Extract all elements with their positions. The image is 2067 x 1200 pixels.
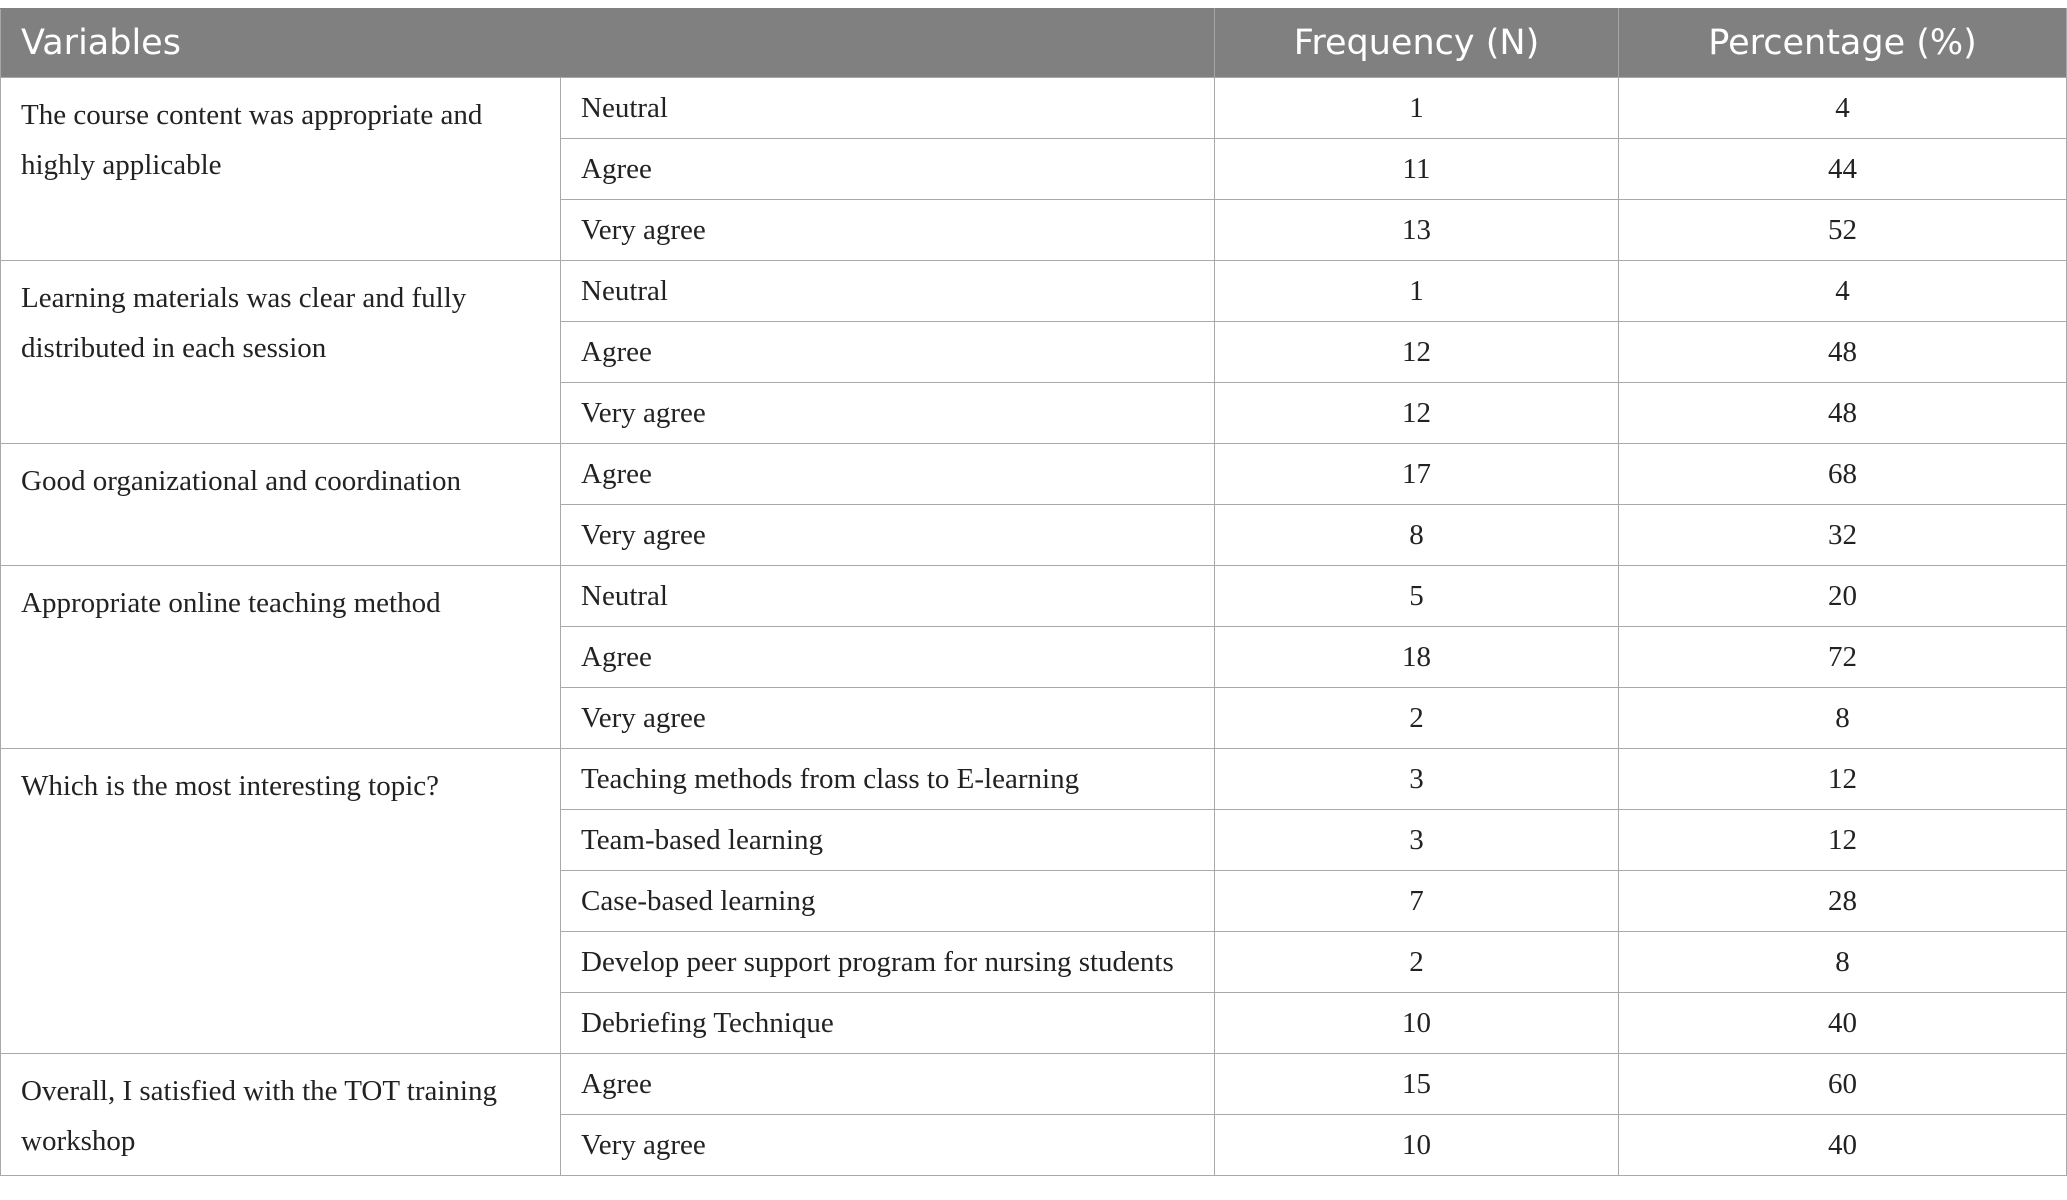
response-cell: Very agree [561, 200, 1215, 261]
response-cell: Very agree [561, 383, 1215, 444]
percentage-cell: 12 [1619, 810, 2067, 871]
response-cell: Very agree [561, 505, 1215, 566]
percentage-cell: 12 [1619, 749, 2067, 810]
frequency-cell: 12 [1215, 322, 1619, 383]
response-cell: Develop peer support program for nursing students [561, 932, 1215, 993]
header-variables: Variables [1, 9, 1215, 78]
percentage-cell: 40 [1619, 993, 2067, 1054]
variable-cell: Which is the most interesting topic? [1, 749, 561, 1054]
frequency-cell: 2 [1215, 932, 1619, 993]
percentage-cell: 8 [1619, 932, 2067, 993]
frequency-cell: 1 [1215, 78, 1619, 139]
header-row [1, 9, 2067, 78]
frequency-cell: 12 [1215, 383, 1619, 444]
variable-cell: Overall, I satisfied with the TOT training workshop [1, 1054, 561, 1176]
frequency-cell: 11 [1215, 139, 1619, 200]
percentage-cell: 60 [1619, 1054, 2067, 1115]
header-percentage: Percentage (%) [1619, 9, 2067, 78]
frequency-cell: 5 [1215, 566, 1619, 627]
table-row [1, 749, 2067, 810]
frequency-cell: 7 [1215, 871, 1619, 932]
response-cell: Very agree [561, 1115, 1215, 1176]
response-cell: Agree [561, 139, 1215, 200]
variable-cell: Good organizational and coordination [1, 444, 561, 566]
frequency-cell: 3 [1215, 749, 1619, 810]
percentage-cell: 72 [1619, 627, 2067, 688]
table-row [1, 78, 2067, 139]
frequency-cell: 2 [1215, 688, 1619, 749]
percentage-cell: 48 [1619, 383, 2067, 444]
frequency-cell: 17 [1215, 444, 1619, 505]
table-body [1, 78, 2067, 1176]
response-cell: Neutral [561, 78, 1215, 139]
response-cell: Agree [561, 627, 1215, 688]
percentage-cell: 48 [1619, 322, 2067, 383]
table-row [1, 1054, 2067, 1115]
response-cell: Debriefing Technique [561, 993, 1215, 1054]
variable-cell: The course content was appropriate and highly applicable [1, 78, 561, 261]
frequency-cell: 3 [1215, 810, 1619, 871]
variable-cell: Appropriate online teaching method [1, 566, 561, 749]
percentage-cell: 44 [1619, 139, 2067, 200]
percentage-cell: 52 [1619, 200, 2067, 261]
percentage-cell: 20 [1619, 566, 2067, 627]
table-row [1, 444, 2067, 505]
frequency-cell: 8 [1215, 505, 1619, 566]
frequency-cell: 15 [1215, 1054, 1619, 1115]
frequency-cell: 10 [1215, 1115, 1619, 1176]
response-cell: Teaching methods from class to E-learning [561, 749, 1215, 810]
table-row [1, 566, 2067, 627]
response-cell: Neutral [561, 566, 1215, 627]
response-cell: Agree [561, 1054, 1215, 1115]
response-cell: Case-based learning [561, 871, 1215, 932]
frequency-cell: 10 [1215, 993, 1619, 1054]
response-cell: Very agree [561, 688, 1215, 749]
percentage-cell: 40 [1619, 1115, 2067, 1176]
percentage-cell: 8 [1619, 688, 2067, 749]
table-row [1, 261, 2067, 322]
response-cell: Neutral [561, 261, 1215, 322]
response-cell: Team-based learning [561, 810, 1215, 871]
survey-results-table [0, 8, 2067, 1176]
frequency-cell: 1 [1215, 261, 1619, 322]
percentage-cell: 68 [1619, 444, 2067, 505]
response-cell: Agree [561, 444, 1215, 505]
frequency-cell: 18 [1215, 627, 1619, 688]
percentage-cell: 4 [1619, 261, 2067, 322]
percentage-cell: 4 [1619, 78, 2067, 139]
percentage-cell: 32 [1619, 505, 2067, 566]
header-frequency: Frequency (N) [1215, 9, 1619, 78]
percentage-cell: 28 [1619, 871, 2067, 932]
frequency-cell: 13 [1215, 200, 1619, 261]
variable-cell: Learning materials was clear and fully distributed in each session [1, 261, 561, 444]
response-cell: Agree [561, 322, 1215, 383]
